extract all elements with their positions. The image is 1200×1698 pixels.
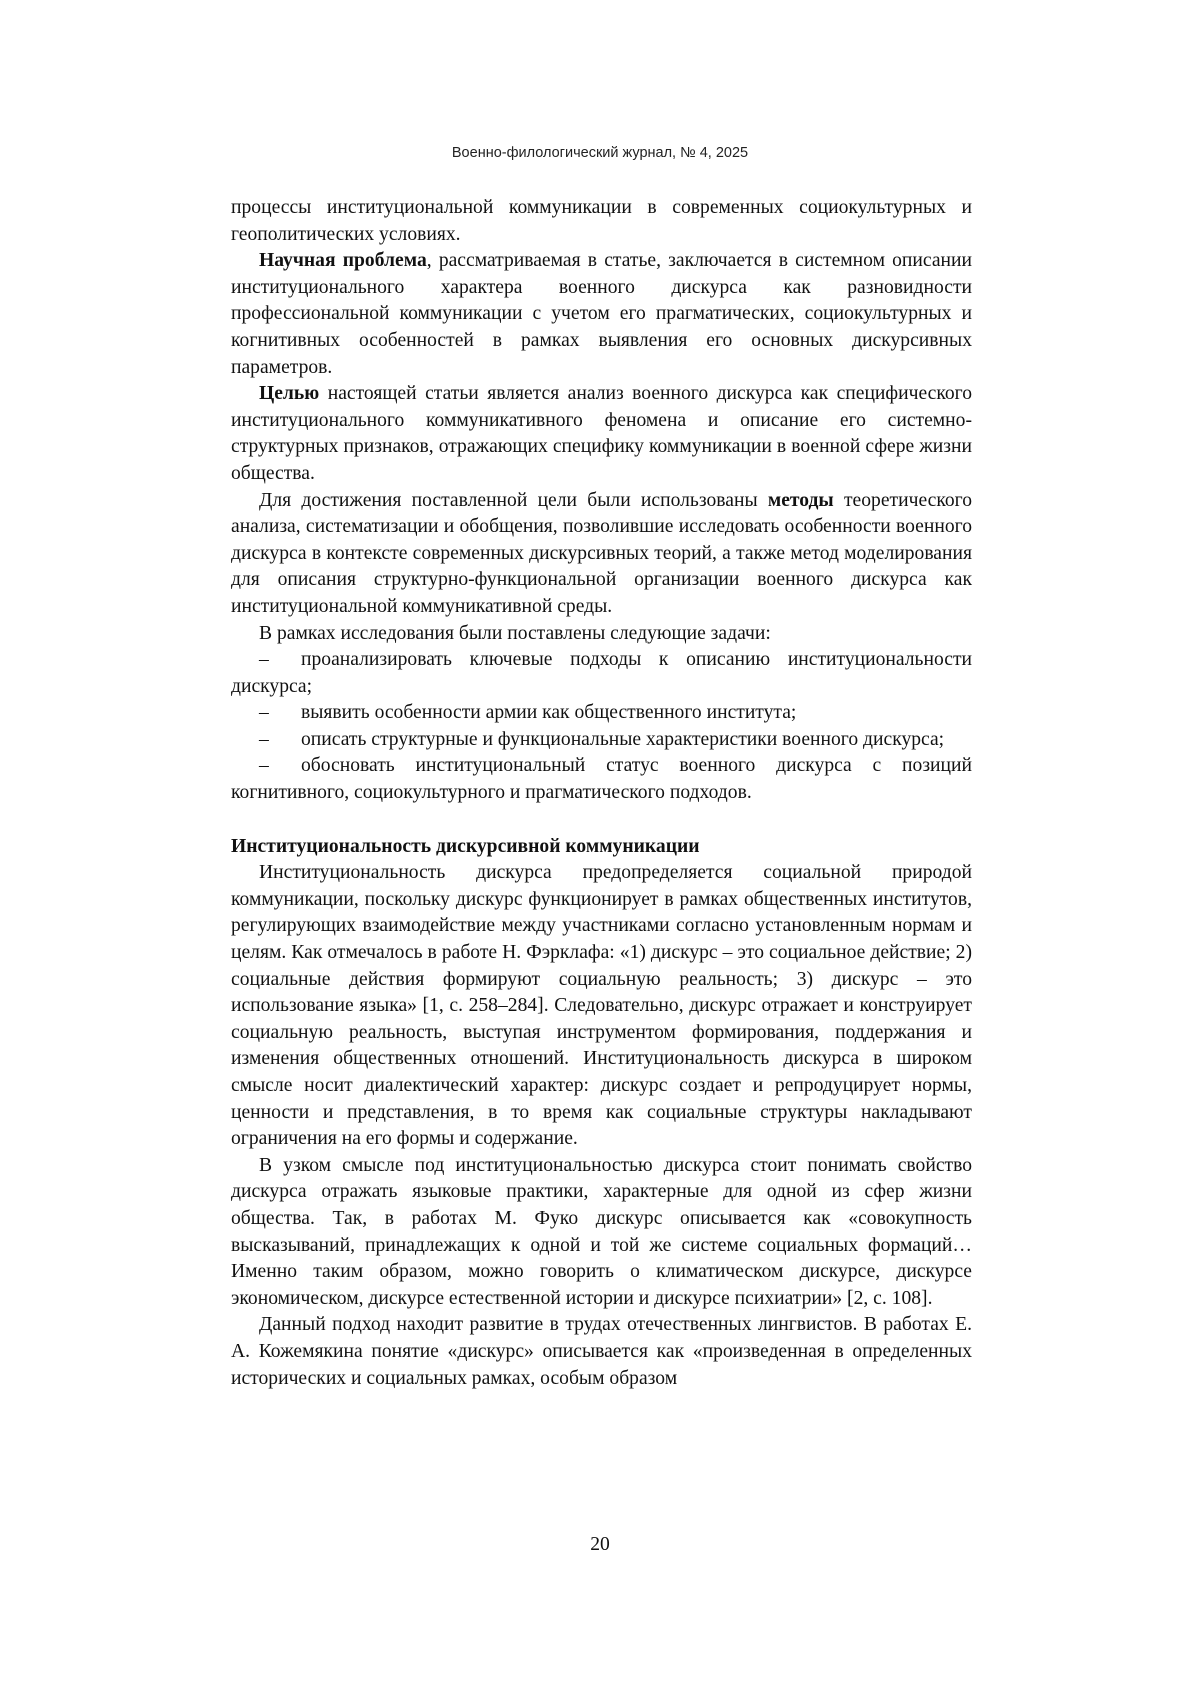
paragraph-continuation: процессы институциональной коммуникации в современных социокультурных и геополитических условиях. <box>231 197 972 245</box>
page-number: 20 <box>590 1534 610 1555</box>
dash-marker: – <box>259 702 269 724</box>
paragraph-narrow-sense: В узком смысле под институциональностью дискурса стоит понимать свойство дискурса отражать языковые практики, характерные для одной из сфер жизни общества. Так, в работах М. Фуко дискурс описывается как «совокупность высказываний, принадлежащих к одной и той же системе социальных формаций…Именно таким образом, можно говорить о климатическом дискурсе, дискурсе экономическом, дискурсе естественной истории и дискурсе психиатрии» [2, с. 108]. <box>231 1154 972 1309</box>
dash-marker: – <box>259 755 269 777</box>
article-body <box>231 195 972 1392</box>
paragraph-domestic-linguists: Данный подход находит развитие в трудах отечественных лингвистов. В работах Е. А. Кожемякина понятие «дискурс» описывается как «произведенная в определенных исторических и социальных рамках, особым образом <box>231 1314 972 1389</box>
dash-marker: – <box>259 649 269 671</box>
paragraph-tasks-intro: В рамках исследования были поставлены следующие задачи: <box>259 622 771 644</box>
dash-marker: – <box>259 728 269 750</box>
paragraph-institutionality: Институциональность дискурса предопределяется социальной природой коммуникации, поскольку дискурс функционирует в рамках общественных институтов, регулирующих взаимодействие между участниками согласно установленным нормам и целям. Как отмечалось в работе Н. Фэрклафа: «1) дискурс – это социальное действие; 2) социальные действия формируют социальную реальность; 3) дискурс – это использование языка» [1, с. 258–284]. Следовательно, дискурс отражает и конструирует социальную реальность, выступая инструментом формирования, поддержания и изменения общественных отношений. Институциональность дискурса в широком смысле носит диалектический характер: дискурс создает и репродуцирует нормы, ценности и представления, в то время как социальные структуры накладывают ограничения на его формы и содержание. <box>231 862 972 1150</box>
paragraph-goal: Целью настоящей статьи является анализ военного дискурса как специфического институционального коммуникативного феномена и описание его системно-структурных признаков, отражающих специфику коммуникации в военной сфере жизни общества. <box>231 383 972 484</box>
term-scientific-problem: Научная проблема <box>259 250 427 272</box>
term-methods: методы <box>767 489 834 511</box>
task-list-item: – обосновать институциональный статус военного дискурса с позиций когнитивного, социокультурного и прагматического подходов. <box>231 755 972 804</box>
section-heading: Институциональность дискурсивной коммуникации <box>231 835 700 857</box>
term-goal: Целью <box>259 383 320 405</box>
task-list-item: – проанализировать ключевые подходы к описанию институциональности дискурса; <box>231 649 972 697</box>
task-list-item: – описать структурные и функциональные характеристики военного дискурса; <box>231 727 972 754</box>
paragraph-scientific-problem: Научная проблема, рассматриваемая в статье, заключается в системном описании институционального характера военного дискурса как разновидности профессиональной коммуникации с учетом его прагматических, социокультурных и когнитивных особенностей в рамках выявления его основных дискурсивных параметров. <box>231 250 972 378</box>
running-header: Военно-филологический журнал, № 4, 2025 <box>451 145 749 161</box>
paragraph-methods: Для достижения поставленной цели были использованы методы теоретического анализа, систематизации и обобщения, позволившие исследовать особенности военного дискурса в контексте современных дискурсивных теорий, а также метод моделирования для описания структурно-функциональной организации военного дискурса как институциональной коммуникативной среды. <box>231 489 972 617</box>
task-list-item: – выявить особенности армии как общественного института; <box>231 700 972 727</box>
